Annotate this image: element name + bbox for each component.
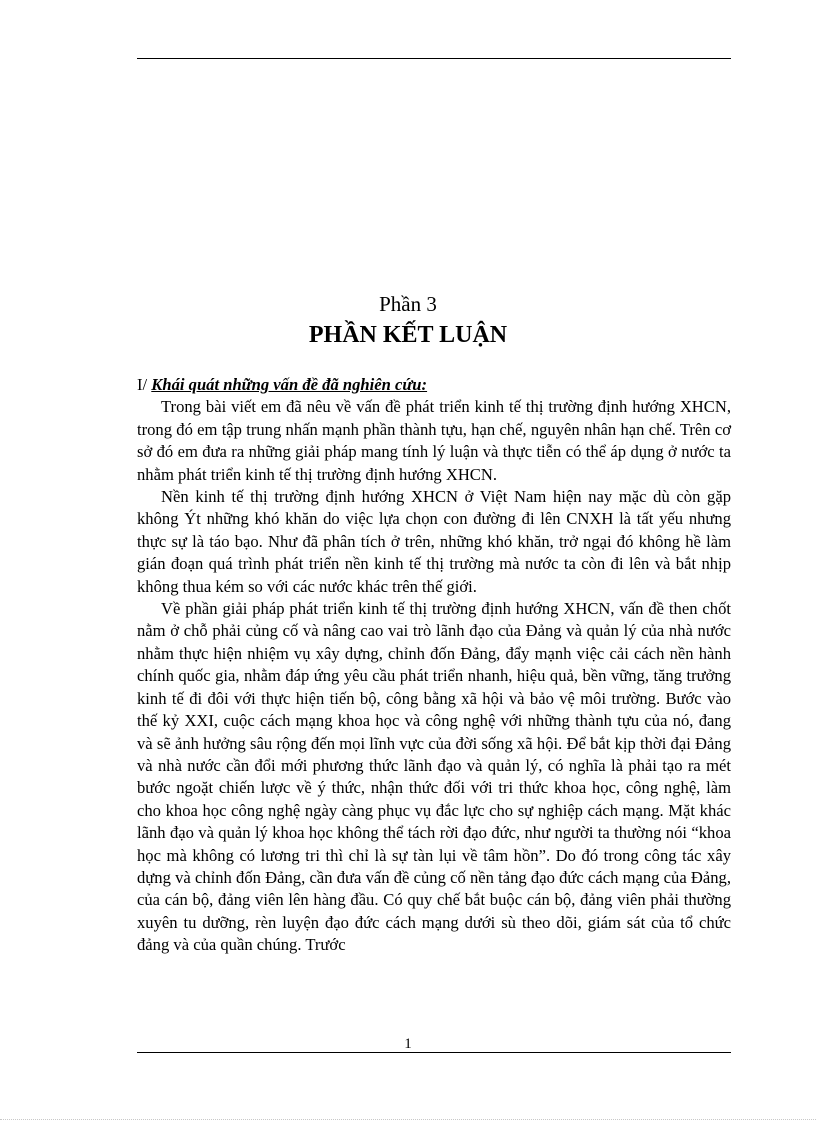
header-rule [137,58,731,59]
part-title: PHẦN KẾT LUẬN [308,322,508,348]
part-label: Phần 3 [379,292,437,316]
paragraph-summary: Trong bài viết em đã nêu về vấn đề phát triển kinh tế thị trường định hướng XHCN, trong đó em tập trung nhấn mạnh phần thành tựu, hạn chế, nguyên nhân hạn chế. Trên cơ sở đó em đưa ra những giải pháp mang tính lý luận và thực tiễn có thể áp dụng ở nước ta nhằm phát triển kinh tế thị trường định hướng XHCN. [137,397,731,484]
page-edge-dots [0,1119,816,1120]
document-body [137,374,731,957]
section-title: Khái quát những vấn đề đã nghiên cứu: [151,375,428,394]
paragraph-market-economy: Nền kinh tế thị trường định hướng XHCN ở Việt Nam hiện nay mặc dù còn gặp không Ýt những khó khăn do việc lựa chọn con đường đi lên CNXH là tất yếu nhưng thực sự là táo bạo. Như đã phân tích ở trên, những khó khăn, trở ngại đó không hề làm gián đoạn quá trình phát triển nền kinh tế thị trường mà nước ta còn đi lên và bắt nhịp không thua kém so với các nước khác trên thế giới. [137,487,731,596]
paragraph-solutions: Về phần giải pháp phát triển kinh tế thị trường định hướng XHCN, vấn đề then chốt nằm ở chỗ phải củng cố và nâng cao vai trò lãnh đạo của Đảng và quản lý của nhà nước nhằm thực hiện nhiệm vụ xây dựng, chỉnh đốn Đảng, đẩy mạnh việc cải cách nền hành chính quốc gia, nhằm đáp ứng yêu cầu phát triển nhanh, hiệu quả, bền vững, tăng trưởng kinh tế đi đôi với thực hiện tiến bộ, công bằng xã hội và bảo vệ môi trường. Bước vào thế kỷ XXI, cuộc cách mạng khoa học và công nghệ với những thành tựu của nó, đang và sẽ ảnh hưởng sâu rộng đến mọi lĩnh vực của đời sống xã hội. Để bắt kịp thời đại Đảng và nhà nước cần đổi mới phương thức lãnh đạo và quản lý, có nghĩa là phải tạo ra mét bước ngoặt chiến lược về ý thức, nhận thức đối với tri thức khoa học, công nghệ, làm cho khoa học công nghệ ngày càng phục vụ đắc lực cho sự nghiệp cách mạng. Mặt khác lãnh đạo và quản lý khoa học không thể tách rời đạo đức, như người ta thường nói “khoa học mà không có lương tri thì chỉ là sự tàn lụi về tâm hồn”. Do đó trong công tác xây dựng và chỉnh đốn Đảng, cần đưa vấn đề củng cố nền tảng đạo đức cách mạng của Đảng, của cán bộ, đảng viên lên hàng đầu. Có quy chế bắt buộc cán bộ, đảng viên phải thường xuyên tu dưỡng, rèn luyện đạo đức cách mạng dưới sù theo dõi, giám sát của tổ chức đảng và của quần chúng. Trước [137,599,731,955]
section-number: I/ [137,375,148,394]
section-heading [137,374,731,396]
footer-rule [137,1052,731,1053]
page-number: 1 [404,1036,412,1052]
